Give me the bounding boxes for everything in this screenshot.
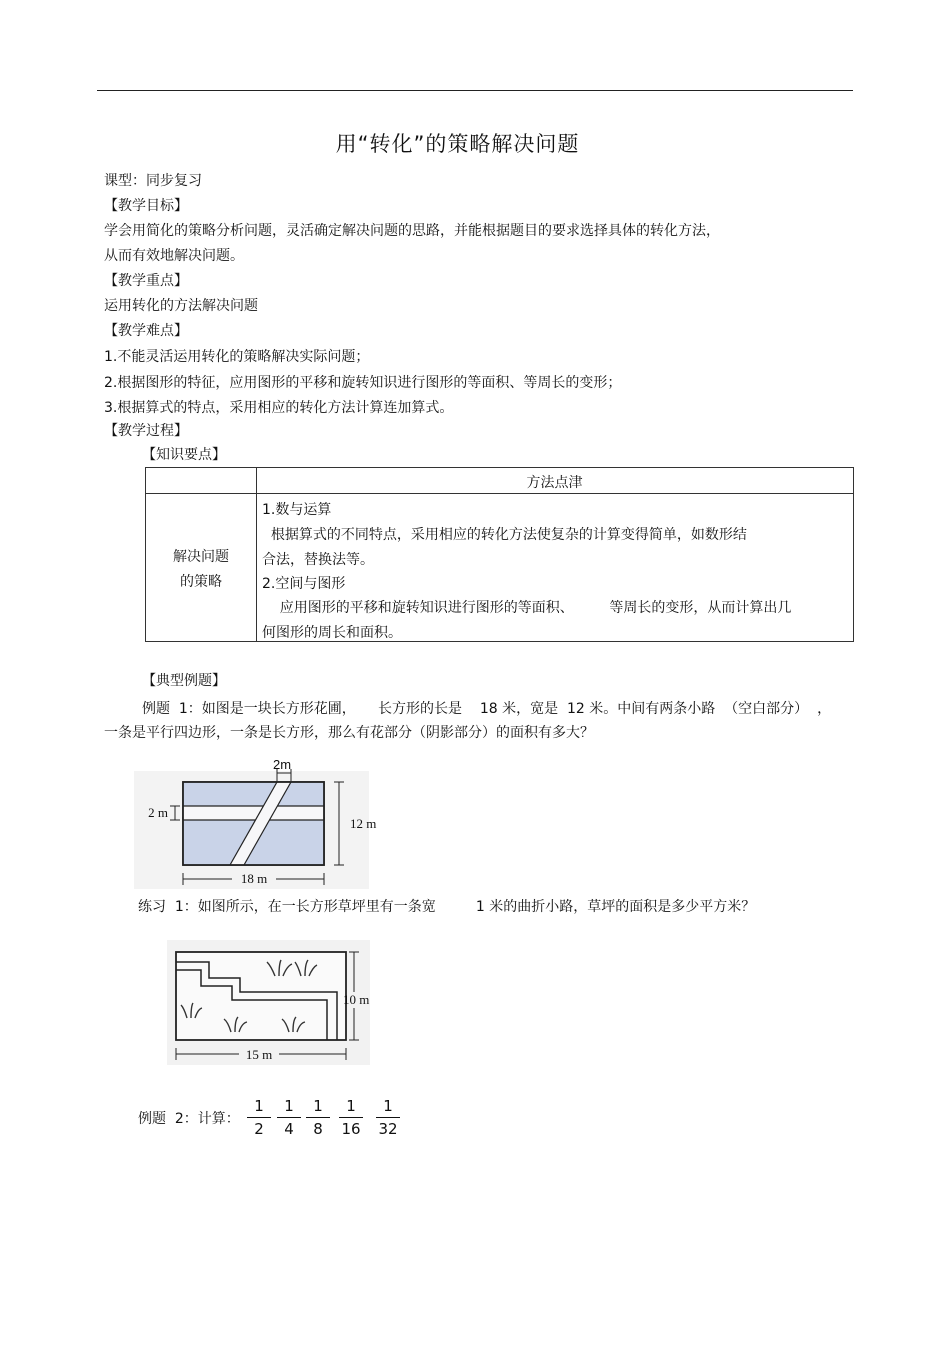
goal-text-line-1: 学会用简化的策略分析问题，灵活确定解决问题的思路，并能根据题目的要求选择具体的转化方法， <box>104 223 720 239</box>
fraction-2-denominator: 4 <box>284 1120 294 1138</box>
process-heading: 【教学过程】 <box>104 423 188 439</box>
table-row-label-2: 的策略 <box>180 574 222 590</box>
page-title: 用“转化”的策略解决问题 <box>335 132 580 156</box>
table-header: 方法点津 <box>526 475 583 491</box>
lesson-type: 课型：同步复习 <box>104 173 202 189</box>
method-table <box>145 467 854 642</box>
header-rule <box>97 90 853 91</box>
fraction-5-denominator: 32 <box>378 1120 398 1138</box>
goal-text-line-2: 从而有效地解决问题。 <box>104 248 244 264</box>
key-heading: 【教学重点】 <box>104 273 188 289</box>
fig2-bottom-label: 15 m <box>245 1047 273 1062</box>
practice1-text: 练习 1：如图所示，在一长方形草坪里有一条宽 1 米的曲折小路，草坪的面积是多少平方米？ <box>138 899 756 915</box>
fraction-4-numerator: 1 <box>346 1097 356 1115</box>
knowledge-heading: 【知识要点】 <box>142 447 226 463</box>
fraction-1 <box>244 1097 274 1138</box>
goal-heading: 【教学目标】 <box>104 198 188 214</box>
fraction-2 <box>274 1097 304 1138</box>
fraction-4-denominator: 16 <box>341 1120 361 1138</box>
fraction-2-bar <box>277 1117 301 1118</box>
examples-heading: 【典型例题】 <box>142 673 226 689</box>
fig1-top-label: 2m <box>272 757 292 772</box>
fraction-1-bar <box>247 1117 271 1118</box>
fraction-3-bar <box>306 1117 330 1118</box>
example1-text-line-2: 一条是平行四边形，一条是长方形，那么有花部分（阴影部分）的面积有多大？ <box>104 725 594 741</box>
example2-label: 例题 2：计算： <box>138 1111 240 1127</box>
lawn-figure <box>167 940 370 1065</box>
difficulty-item-3: 3.根据算式的特点，采用相应的转化方法计算连加算式。 <box>104 400 454 416</box>
fraction-5-numerator: 1 <box>383 1097 393 1115</box>
table-line-1: 1.数与运算 <box>262 502 332 518</box>
fraction-4-bar <box>339 1117 363 1118</box>
fraction-3-numerator: 1 <box>313 1097 323 1115</box>
key-text: 运用转化的方法解决问题 <box>104 298 258 314</box>
difficulty-item-2: 2.根据图形的特征，应用图形的平移和旋转知识进行图形的等面积、等周长的变形； <box>104 375 622 391</box>
fraction-3-denominator: 8 <box>313 1120 323 1138</box>
example1-text-line-1: 例题 1：如图是一块长方形花圃， 长方形的长是 18 米，宽是 12 米。中间有两条小路 （空白部分） ， <box>142 701 832 717</box>
fig1-bottom-label: 18 m <box>240 871 268 886</box>
fig2-right-label: 10 m <box>343 992 370 1007</box>
fraction-2-numerator: 1 <box>284 1097 294 1115</box>
table-line-6: 何图形的周长和面积。 <box>262 625 402 641</box>
fraction-5 <box>373 1097 403 1138</box>
difficulty-heading: 【教学难点】 <box>104 323 188 339</box>
table-line-2: 根据算式的不同特点，采用相应的转化方法使复杂的计算变得简单，如数形结 <box>262 527 747 543</box>
difficulty-item-1: 1.不能灵活运用转化的策略解决实际问题； <box>104 349 370 365</box>
fraction-4 <box>336 1097 366 1138</box>
table-row-label-1: 解决问题 <box>173 549 229 565</box>
table-line-4: 2.空间与图形 <box>262 576 346 592</box>
table-header-divider <box>146 493 853 494</box>
fraction-5-bar <box>376 1117 400 1118</box>
table-column-divider <box>256 468 257 641</box>
fraction-1-denominator: 2 <box>254 1120 264 1138</box>
fraction-3 <box>303 1097 333 1138</box>
fig1-right-label: 12 m <box>350 816 377 831</box>
garden-figure <box>132 755 377 890</box>
table-line-3: 合法，替换法等。 <box>262 552 374 568</box>
fig1-left-label: 2 m <box>148 805 168 820</box>
table-line-5: 应用图形的平移和旋转知识进行图形的等面积、 等周长的变形，从而计算出几 <box>262 600 792 616</box>
fraction-1-numerator: 1 <box>254 1097 264 1115</box>
